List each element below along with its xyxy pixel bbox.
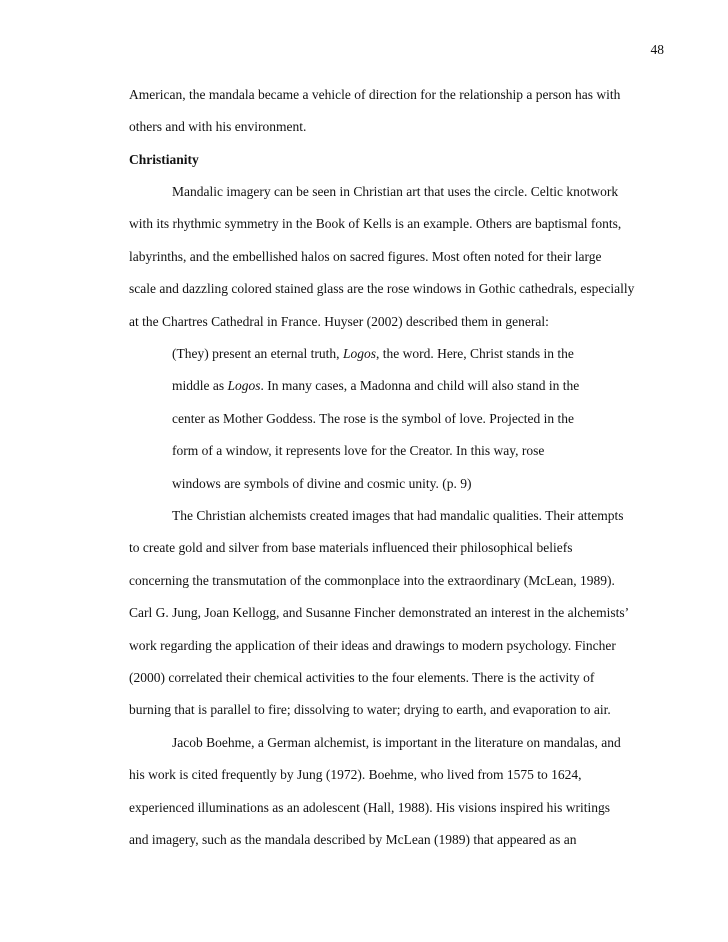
body-line: his work is cited frequently by Jung (1972). Boehme, who lived from 1575 to 1624, xyxy=(129,767,582,782)
body-line: Mandalic imagery can be seen in Christian art that uses the circle. Celtic knotwork xyxy=(172,184,619,199)
body-line: labyrinths, and the embellished halos on sacred figures. Most often noted for their large xyxy=(129,249,602,264)
body-line: concerning the transmutation of the commonplace into the extraordinary (McLean, 1989). xyxy=(129,573,615,588)
section-heading: Christianity xyxy=(129,152,199,167)
body-line: burning that is parallel to fire; dissolving to water; drying to earth, and evaporation to air. xyxy=(129,702,611,717)
body-line: experienced illuminations as an adolescent (Hall, 1988). His visions inspired his writings xyxy=(129,800,611,815)
body-line: others and with his environment. xyxy=(129,119,307,134)
body-line: Carl G. Jung, Joan Kellogg, and Susanne Fincher demonstrated an interest in the alchemists’ xyxy=(129,605,630,620)
body-line: at the Chartres Cathedral in France. Huyser (2002) described them in general: xyxy=(129,314,549,329)
body-line: (2000) correlated their chemical activities to the four elements. There is the activity of xyxy=(129,670,595,685)
body-line: Jacob Boehme, a German alchemist, is important in the literature on mandalas, and xyxy=(172,735,621,750)
block-quote-line: form of a window, it represents love for the Creator. In this way, rose xyxy=(172,443,545,458)
block-quote-line: windows are symbols of divine and cosmic unity. (p. 9) xyxy=(172,476,472,491)
block-quote-line: middle as Logos. In many cases, a Madonna and child will also stand in the xyxy=(172,378,580,393)
body-line: American, the mandala became a vehicle of direction for the relationship a person has with xyxy=(129,87,621,102)
body-line: and imagery, such as the mandala described by McLean (1989) that appeared as an xyxy=(129,832,577,847)
block-quote-line: center as Mother Goddess. The rose is the symbol of love. Projected in the xyxy=(172,411,575,426)
block-quote-line: (They) present an eternal truth, Logos, the word. Here, Christ stands in the xyxy=(172,346,574,361)
body-line: The Christian alchemists created images that had mandalic qualities. Their attempts xyxy=(172,508,624,523)
page-number: 48 xyxy=(650,42,664,57)
body-line: work regarding the application of their ideas and drawings to modern psychology. Fincher xyxy=(129,638,616,653)
body-line: to create gold and silver from base materials influenced their philosophical beliefs xyxy=(129,540,573,555)
body-line: scale and dazzling colored stained glass are the rose windows in Gothic cathedrals, especially xyxy=(129,281,635,296)
body-line: with its rhythmic symmetry in the Book of Kells is an example. Others are baptismal fonts, xyxy=(129,216,622,231)
